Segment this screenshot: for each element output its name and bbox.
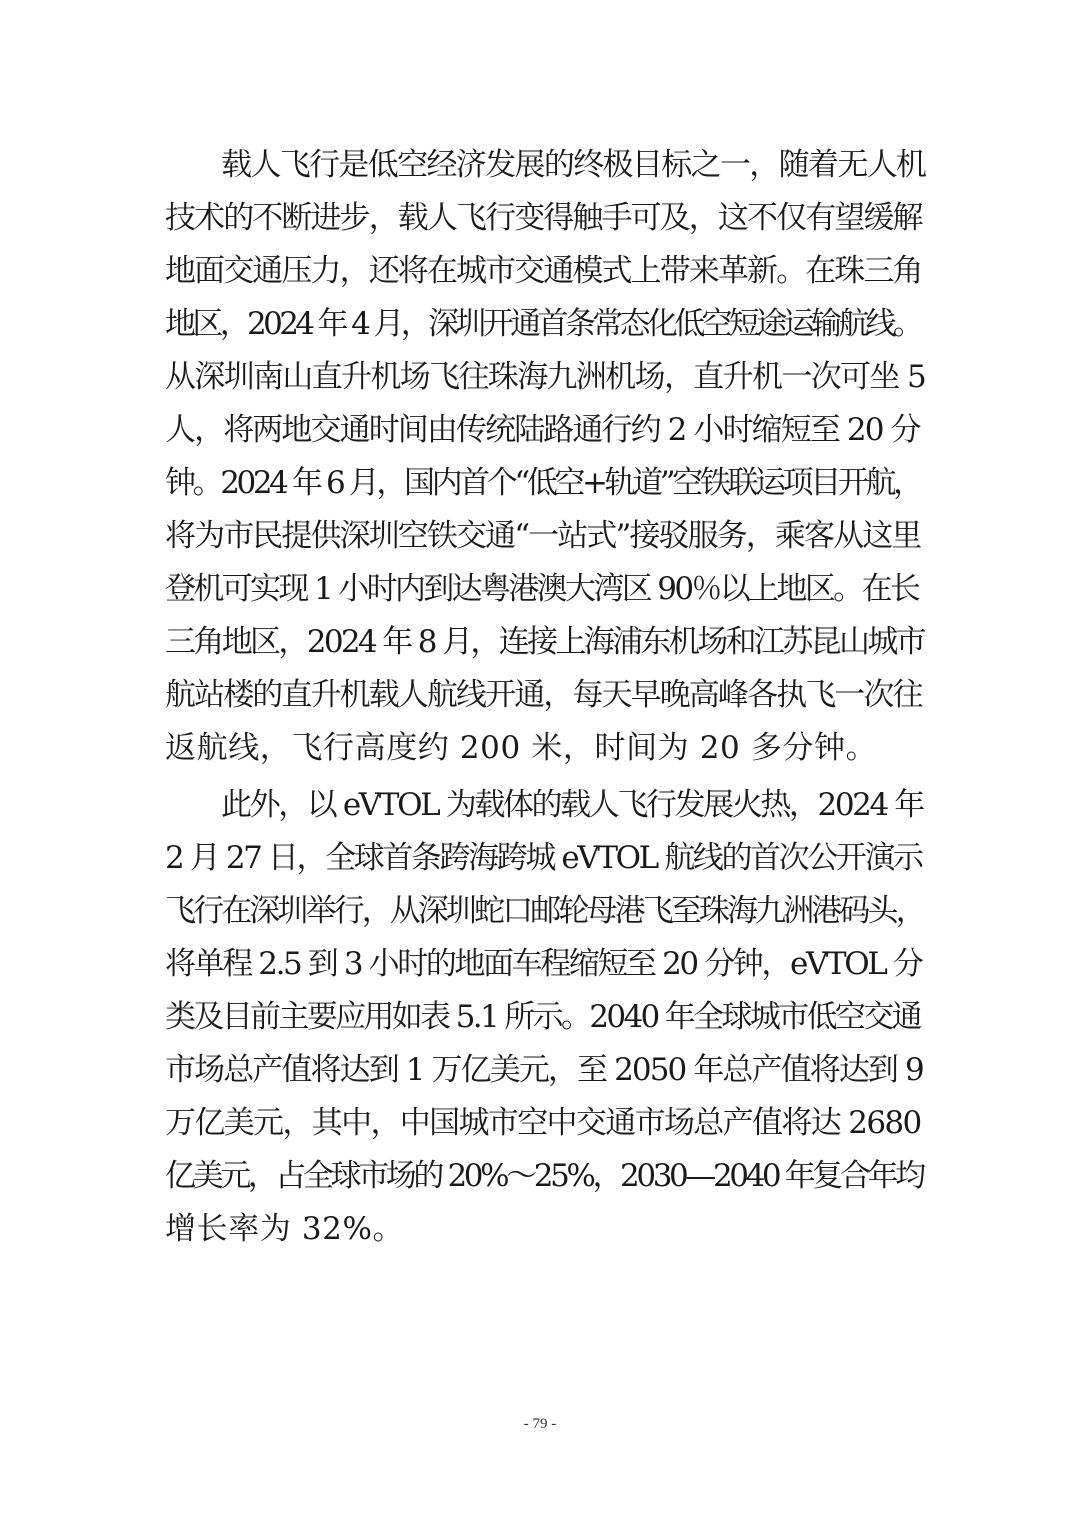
text-line: 地面交通压力，还将在城市交通模式上带来革新。在珠三角 [165, 253, 922, 289]
text-line: 类及目前主要应用如表 5.1 所示。2040 年全球城市低空交通 [165, 999, 920, 1035]
text-line: 亿美元，占全球市场的 20%～25%，2030—2040 年复合年均 [165, 1158, 923, 1194]
paragraph-low-altitude-manned-flight [165, 139, 925, 775]
text-line: 人，将两地交通时间由传统陆路通行约 2 小时缩短至 20 分 [165, 412, 920, 448]
text-line: 航站楼的直升机载人航线开通，每天早晚高峰各执飞一次往 [165, 677, 922, 713]
text-line: 万亿美元，其中，中国城市空中交通市场总产值将达 2680 [165, 1105, 921, 1141]
text-line: 飞行在深圳举行，从深圳蛇口邮轮母港飞至珠海九洲港码头， [165, 893, 924, 929]
text-line: 返航线，飞行高度约 200 米，时间为 20 多分钟。 [165, 730, 878, 766]
text-line: 技术的不断进步，载人飞行变得触手可及，这不仅有望缓解 [165, 200, 922, 236]
text-line: 登机可实现 1 小时内到达粤港澳大湾区 90％以上地区。在长 [165, 571, 919, 607]
text-line: 增长率为 32%。 [165, 1211, 405, 1247]
text-line: 从深圳南山直升机场飞往珠海九洲机场，直升机一次可坐 5 [165, 359, 926, 395]
text-line: 地区，2024 年 4 月，深圳开通首条常态化低空短途运输航线。 [165, 306, 921, 342]
text-line: 市场总产值将达到 1 万亿美元，至 2050 年总产值将达到 9 [165, 1052, 923, 1088]
text-line: 2 月 27 日，全球首条跨海跨城 eVTOL 航线的首次公开演示 [165, 840, 922, 876]
text-line: 将单程 2.5 到 3 小时的地面车程缩短至 20 分钟，eVTOL 分 [165, 946, 922, 982]
paragraph-evtol [165, 779, 925, 1256]
text-line: 三角地区，2024 年 8 月，连接上海浦东机场和江苏昆山城市 [165, 624, 925, 660]
text-line: 钟。2024 年 6 月，国内首个“低空+轨道”空铁联运项目开航， [165, 465, 921, 501]
text-line: 此外，以 eVTOL 为载体的载人飞行发展火热，2024 年 [221, 787, 923, 823]
text-line: 将为市民提供深圳空铁交通“一站式”接驳服务，乘客从这里 [165, 518, 921, 554]
page-number: - 79 - [523, 1416, 557, 1432]
text-line: 载人飞行是低空经济发展的终极目标之一，随着无人机 [221, 147, 926, 183]
